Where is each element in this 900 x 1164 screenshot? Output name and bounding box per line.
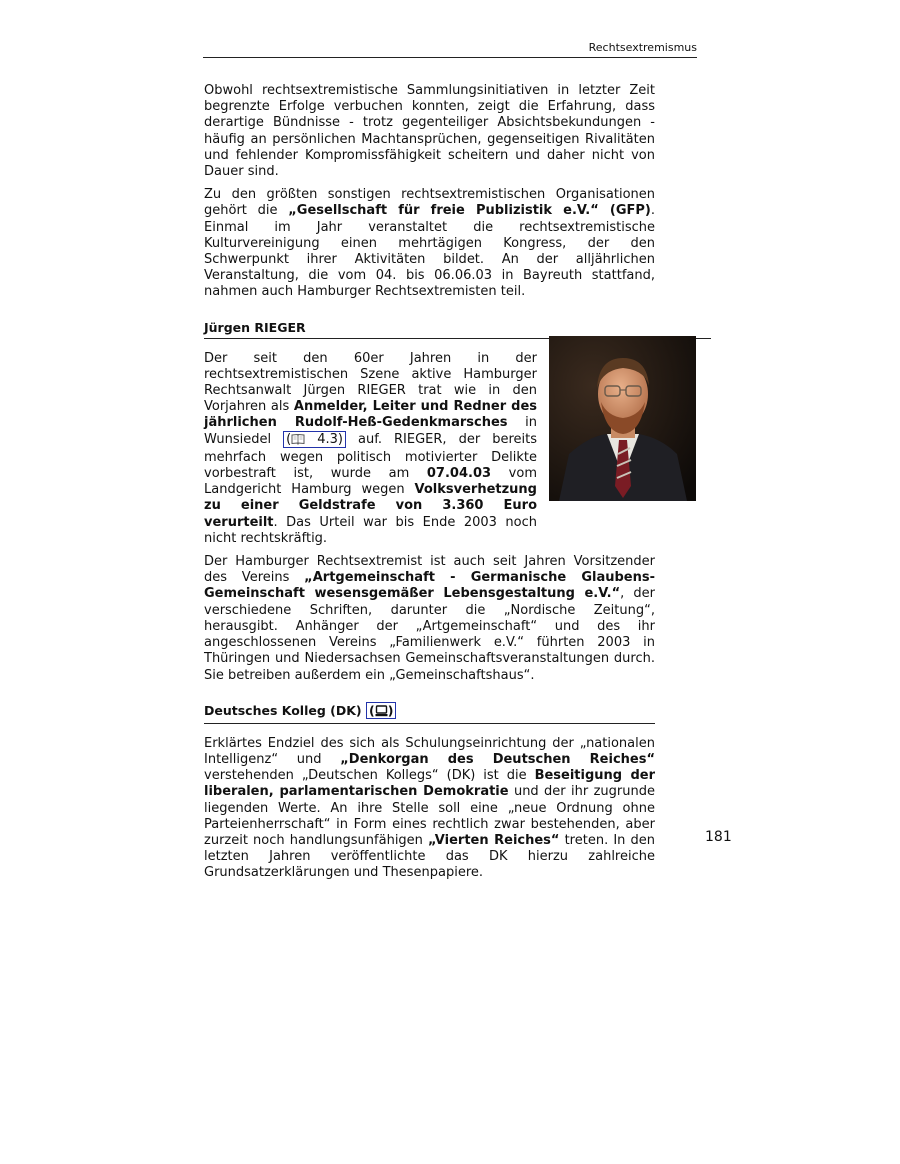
intro-paragraph-2: Zu den größten sonstigen rechtsextremistischen Organisationen gehört die „Gesellschaft für freie Publizistik e.V.“ (GFP). Einmal im Jahr veranstaltet die rechtsextremistische Kulturvereinigung einen mehrtägigen Kongress, der den Schwerpunkt ihrer Aktivitäten bildet. An der alljährlichen Veranstaltung, die vom 04. bis 06.06.03 in Bayreuth stattfand, nahmen auch Hamburger Rechtsextremisten teil.	[204, 187, 656, 300]
cross-reference-link[interactable]: ( 4.3)	[283, 431, 346, 448]
page-number: 181	[705, 829, 732, 845]
section-heading-dk: Deutsches Kolleg (DK) ( )	[204, 703, 655, 724]
rieger-paragraph-1: Der seit den 60er Jahren in der rechtsextremistischen Szene aktive Hamburger Rechtsanwalt Jürgen RIEGER trat wie in den Vorjahren als Anmelder, Leiter und Redner des jährlichen Rudolf-Heß-Gedenkmarsches in Wunsiedel ( 4.3) auf. RIEGER, der bereits mehrfach wegen politisch motivierter Delikte vorbestraft ist, wurde am 07.04.03 vom Landgericht Hamburg wegen Volksverhetzung zu einer Geldstrafe von 3.360 Euro verurteilt. Das Urteil war bis Ende 2003 noch nicht rechtskräftig.	[204, 350, 538, 546]
book-icon	[291, 433, 305, 450]
running-header	[203, 41, 697, 58]
intro-paragraph-1: Obwohl rechtsextremistische Sammlungsinitiativen in letzter Zeit begrenzte Erfolge verbuchen konnten, zeigt die Erfahrung, dass derartige Bündnisse - trotz gegenteiliger Absichtsbekundungen - häufig an persönlichen Machtansprüchen, gegenseitigen Rivalitäten und fehlender Kompromissfähigkeit scheitern und daher nicht von Dauer sind.	[204, 83, 655, 180]
running-title: Rechtsextremismus	[588, 41, 697, 54]
internet-reference-link[interactable]: ( )	[366, 702, 396, 719]
dk-paragraph: Erklärtes Endziel des sich als Schulungseinrichtung der „nationalen Intelligenz“ und „Denkorgan des Deutschen Reiches“ verstehenden „Deutschen Kollegs“ (DK) ist die Beseitigung der liberalen, parlamentarischen Demokratie und der ihr zugrunde liegenden Werte. An ihre Stelle soll eine „neue Ordnung ohne Parteienherrschaft“ in Form eines rechtlich zwar bestehenden, aber zurzeit noch handlungsunfähigen „Vierten Reiches“ treten. In den letzten Jahren veröffentlichte das DK hierzu zahlreiche Grundsatzerklärungen und Thesenpapiere.	[204, 735, 656, 881]
section-heading-rieger: Jürgen RIEGER	[204, 320, 711, 339]
rieger-paragraph-2: Der Hamburger Rechtsextremist ist auch seit Jahren Vorsitzender des Vereins „Artgemeinschaft - Germanische Glaubens-Gemeinschaft wesensgemäßer Lebensgestaltung e.V.“, der verschiedene Schriften, darunter die „Nordische Zeitung“, herausgibt. Anhänger der „Artgemeinschaft“ und des ihr angeschlossenen Vereins „Familienwerk e.V.“ führten 2003 in Thüringen und Niedersachsen Gemeinschaftsveranstaltungen durch. Sie betreiben außerdem ein „Gemeinschaftshaus“.	[204, 554, 656, 683]
monitor-icon	[375, 705, 388, 721]
portrait-photo	[549, 336, 696, 501]
